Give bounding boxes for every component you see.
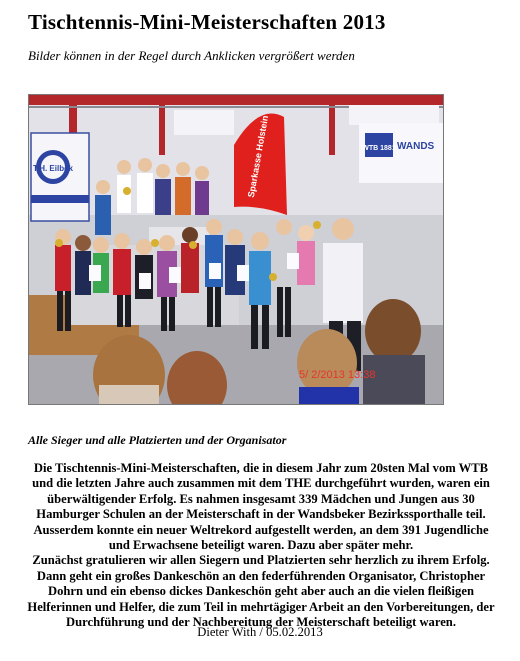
banner-sparkasse-text: Sparkasse Holstein [245,114,271,199]
article-line: und Erwachsene beteiligt waren. Dazu aber später mehr. [108,538,414,553]
article-line: Die Tischtennis-Mini-Meisterschaften, die in diesem Jahr zum 20sten Mal vom WTB [33,461,489,475]
banner-wtb-text: WANDS [397,141,435,152]
article-line: überwältigender Erfolg. Es nahmen insgesamt 339 Mädchen und Jungen aus 30 [47,491,475,506]
article-line: Zunächst gratulieren wir allen Siegern und Platzierten sehr herzlich zu ihrem Erfolg. [32,553,490,568]
article-line: Helferinnen und Helfer, die zum Teil in mehrtägiger Arbeit an den Vorbereitungen, der [27,599,495,614]
article-body [18,461,504,630]
article-line: und die letzten Jahre auch zusammen mit dem THE durchgeführt wurden, waren ein [32,476,490,491]
group-photo[interactable] [28,94,444,405]
group-photo-image [29,95,443,404]
article-line: Dann geht ein großes Dankeschön an den federführenden Organisator, Christopher [36,568,486,583]
photo-caption: Alle Sieger und alle Platzierten und der Organisator [28,433,287,447]
page-subtitle: Bilder können in der Regel durch Anklicken vergrößert werden [28,48,355,63]
banner-wtb-logo: WTB 1881 [362,145,396,152]
page-title: Tischtennis-Mini-Meisterschaften 2013 [28,10,386,34]
article-author: Dieter With / 05.02.2013 [197,625,323,639]
photo-timestamp: 5/ 2/2013 13:38 [299,369,376,381]
article-line: Dohrn und ein ebenso dickes Dankeschön geht aber auch an die vielen fleißigen [48,584,474,599]
article-line: Hamburger Schulen an der Meisterschaft in der Wandsbeker Bezirkssporthalle teil. [36,507,486,522]
article-line: Durchführung und der Nachbereitung der Meisterschaft beteiligt waren. [66,615,456,630]
banner-eilbek-text: T.H. Eilbek [32,164,74,173]
article-line: Ausserdem konnte ein neuer Weltrekord aufgestellt werden, an dem 391 Jugendliche [33,522,489,537]
